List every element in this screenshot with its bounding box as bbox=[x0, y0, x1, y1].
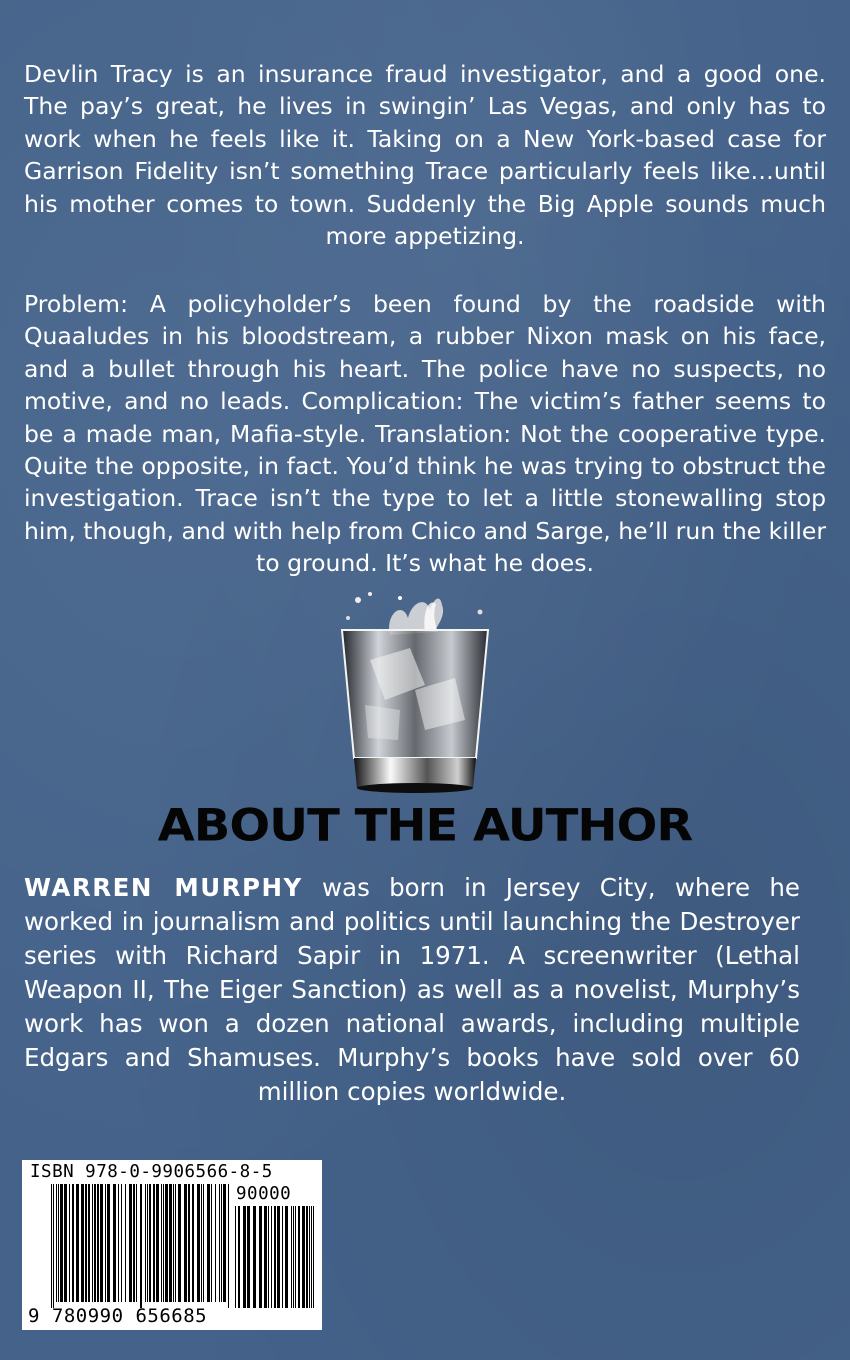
barcode-bar bbox=[125, 1184, 126, 1302]
barcode-bar bbox=[211, 1184, 212, 1302]
barcode-bar bbox=[175, 1184, 176, 1302]
barcode-bar bbox=[274, 1206, 276, 1308]
barcode-bar bbox=[293, 1206, 294, 1308]
isbn-label: ISBN 978-0-9906566-8-5 bbox=[30, 1162, 273, 1182]
barcode-bar bbox=[271, 1206, 272, 1308]
barcode-bar bbox=[145, 1184, 146, 1302]
barcode-bar bbox=[192, 1184, 194, 1302]
barcode-bar bbox=[105, 1184, 106, 1302]
barcode-bar bbox=[60, 1184, 63, 1302]
barcode-bar bbox=[309, 1206, 310, 1308]
barcode-bar bbox=[295, 1206, 296, 1308]
barcode-bar bbox=[97, 1184, 99, 1302]
barcode-bar bbox=[259, 1206, 262, 1308]
author-name: WARREN MURPHY bbox=[24, 873, 303, 902]
barcode-bar bbox=[197, 1184, 200, 1302]
barcode-bar bbox=[311, 1206, 312, 1308]
barcode-bar bbox=[201, 1184, 202, 1302]
barcode-bar bbox=[69, 1184, 70, 1302]
barcode-bar bbox=[291, 1206, 292, 1308]
barcode-bar bbox=[238, 1206, 240, 1308]
barcode-bar bbox=[169, 1184, 172, 1302]
barcode-bar bbox=[163, 1184, 164, 1302]
barcode-bar bbox=[72, 1184, 74, 1302]
barcode-bar bbox=[136, 1184, 137, 1302]
barcode-bar bbox=[221, 1184, 222, 1302]
barcode-bar bbox=[153, 1184, 155, 1302]
description-paragraph-1: Devlin Tracy is an insurance fraud investigator, and a good one. The pay’s great, he lives in swingin’ Las Vegas, and only has to work when he feels like it. Taking on a New York-based case for Garrison Fidelity isn’t something Trace particularly feels like…until his mother comes to town. Suddenly the Big Apple sounds much more appetizing. bbox=[24, 60, 826, 251]
barcode-bar bbox=[92, 1184, 93, 1302]
barcode-bar bbox=[129, 1184, 132, 1302]
barcode-bar bbox=[313, 1206, 314, 1308]
whiskey-glass-splash-icon bbox=[330, 590, 500, 795]
barcode-bar bbox=[56, 1184, 57, 1302]
barcode-bar bbox=[228, 1184, 229, 1308]
barcode-bar bbox=[100, 1184, 103, 1302]
isbn-barcode bbox=[22, 1160, 322, 1330]
barcode-bars-main bbox=[50, 1184, 232, 1308]
barcode-bar bbox=[118, 1184, 119, 1302]
barcode-bar bbox=[113, 1184, 116, 1302]
barcode-bar bbox=[58, 1184, 59, 1302]
barcode-bar bbox=[207, 1184, 210, 1302]
barcode-bar bbox=[161, 1184, 162, 1302]
barcode-bar bbox=[188, 1184, 190, 1302]
barcode-bar bbox=[147, 1184, 148, 1302]
barcode-bar bbox=[107, 1184, 110, 1302]
barcode-bar bbox=[156, 1184, 159, 1302]
description-paragraph-2: Problem: A policyholder’s been found by the roadside with Quaaludes in his bloodstream, a rubber Nixon mask on his face, and a bullet through his heart. The police have no suspects, no motive, and no leads. Complication: The victim’s father seems to be a made man, Mafia-style. Translation: Not the cooperative type. Quite the opposite, in fact. You’d think he was trying to obstruct the investigation. Trace isn’t the type to let a little stonewalling stop him, though, and with help from Chico and Sarge, he’ll run the killer to ground. It’s what he does. bbox=[24, 290, 826, 578]
author-bio-text: was born in Jersey City, where he worked in journalism and politics until launching the Destroyer series with Richard Sapir in 1971. A screenwriter (Lethal Weapon II, The Eiger Sanction) as well as a novelist, Murphy’s work has won a dozen national awards, including multiple Edgars and Shamuses. Murphy’s books have sold over 60 million copies worldwide. bbox=[24, 873, 800, 1106]
barcode-bar bbox=[282, 1206, 283, 1308]
barcode-digits: 9 780990 656685 bbox=[28, 1305, 208, 1327]
barcode-bar bbox=[277, 1206, 280, 1308]
barcode-bar bbox=[173, 1184, 174, 1302]
barcode-bar bbox=[140, 1184, 142, 1308]
barcode-bar bbox=[268, 1206, 269, 1308]
barcode-bar bbox=[85, 1184, 87, 1302]
barcode-bar bbox=[121, 1184, 122, 1302]
barcode-bar bbox=[219, 1184, 220, 1302]
barcode-bar bbox=[215, 1184, 216, 1302]
price-code: 90000 bbox=[236, 1184, 292, 1204]
barcode-bar bbox=[178, 1184, 181, 1302]
author-bio bbox=[24, 871, 800, 1109]
barcode-bar bbox=[253, 1206, 256, 1308]
barcode-bar bbox=[133, 1184, 135, 1302]
barcode-bar bbox=[302, 1206, 305, 1308]
barcode-bar bbox=[223, 1184, 226, 1302]
barcode-bar bbox=[203, 1184, 204, 1302]
barcode-bar bbox=[243, 1206, 246, 1308]
barcode-bar bbox=[165, 1184, 168, 1302]
barcode-bar bbox=[298, 1206, 300, 1308]
barcode-bar bbox=[64, 1184, 67, 1302]
barcode-bar bbox=[285, 1206, 288, 1308]
barcode-bar bbox=[235, 1206, 236, 1308]
barcode-bar bbox=[306, 1206, 308, 1308]
barcode-bar bbox=[247, 1206, 250, 1308]
barcode-bar bbox=[264, 1206, 267, 1308]
barcode-bar bbox=[149, 1184, 151, 1302]
barcode-bar bbox=[81, 1184, 84, 1302]
barcode-bar bbox=[184, 1184, 187, 1302]
barcode-bar bbox=[88, 1184, 90, 1302]
barcode-bars-addon bbox=[234, 1206, 316, 1308]
barcode-bar bbox=[53, 1184, 54, 1308]
barcode-bar bbox=[51, 1184, 52, 1308]
about-the-author-heading: ABOUT THE AUTHOR bbox=[157, 800, 693, 852]
barcode-bar bbox=[94, 1184, 96, 1302]
barcode-bar bbox=[76, 1184, 79, 1302]
